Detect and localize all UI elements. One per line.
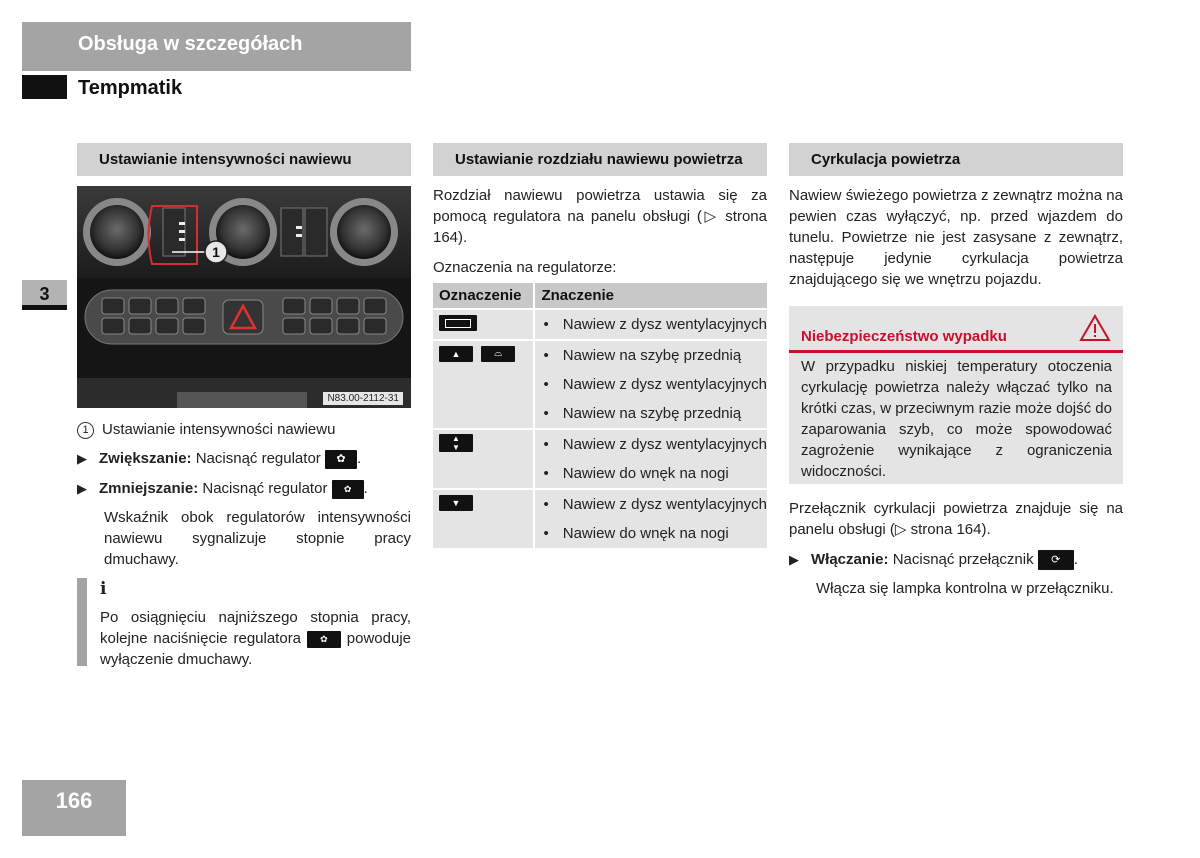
subsection-title: Tempmatik — [78, 77, 183, 99]
page-number: 166 — [55, 788, 93, 813]
col3-heading: Cyrkulacja powietrza — [789, 143, 1123, 176]
info-icon: i — [100, 579, 107, 599]
table-row — [433, 340, 767, 429]
control-panel-illustration — [77, 186, 411, 408]
arrow-up-icon: ▲ — [439, 346, 473, 362]
col3-intro: Nawiew świeżego powietrza z zewnątrz można na pewien czas wyłączyć, np. przed wjazdem do tunelu. Powietrze nie jest zasysane z zewnątrz, następuje jedynie cyrkulacja powietrza znajdującego się we wnętrzu pojazdu. — [789, 187, 1123, 288]
arrows-updown-icon: ▲ ▼ — [439, 434, 473, 452]
col2-intro: Rozdział nawiewu powietrza ustawia się za pomocą regulatora na panelu obsługi (▷ strona 164). — [433, 187, 767, 246]
enable-text: Nacisnąć przełącznik — [892, 551, 1034, 568]
enable-label: Włączanie: — [811, 551, 889, 568]
decrease-label: Zmniejszanie: — [99, 480, 199, 497]
warning-box — [789, 306, 1123, 484]
meaning-item: • Nawiew z dysz wentylacyjnych — [535, 430, 767, 459]
col2-heading: Ustawianie rozdziału nawiewu powietrza — [433, 143, 767, 176]
meaning-item: • Nawiew na szybę przednią — [535, 341, 767, 370]
section-title: Obsługa w szczegółach — [78, 33, 303, 55]
step-arrow-icon: ▶ — [77, 451, 87, 466]
table-row — [433, 489, 767, 548]
recirculation-icon: ⟳ — [1038, 550, 1074, 570]
meaning-item: • Nawiew z dysz wentylacyjnych — [535, 370, 767, 399]
meaning-item: • Nawiew do wnęk na nogi — [535, 519, 767, 548]
legend-text: Ustawianie intensywności nawiewu — [102, 421, 336, 438]
decrease-text: Nacisnąć regulator — [202, 480, 328, 497]
increase-label: Zwiększanie: — [99, 450, 192, 467]
meaning-item: • Nawiew z dysz wentylacyjnych — [535, 490, 767, 519]
info-note — [100, 607, 411, 670]
note-bar — [77, 578, 87, 666]
chapter-number: 3 — [39, 284, 50, 304]
increase-step: ▶ Zwiększanie: Nacisnąć regulator ✿ . — [77, 450, 362, 467]
enable-step: ▶ Włączanie: Nacisnąć przełącznik ⟳ . — [789, 549, 1123, 570]
note-text-b: powoduje wyłączenie dmuchawy. — [100, 630, 411, 668]
note-text-a: Po osiągnięciu najniższego stopnia pracy, kolejne naciśnięcie regulatora — [100, 609, 411, 647]
table-header-marking: Oznaczenie — [433, 283, 534, 309]
markings-label: Oznaczenia na regulatorze: — [433, 259, 617, 276]
legend-marker: 1 — [77, 422, 94, 439]
warning-triangle-icon — [1079, 314, 1111, 342]
lamp-text: Włącza się lampka kontrolna w przełączniku. — [816, 580, 1114, 597]
warning-text: W przypadku niskiej temperatury otoczenia cyrkulację powietrza należy włączać tylko na krótki czas, w przeciwnym razie może dojść do zaparowania szyb, co może spowodować zagrożenie wynikające z ograniczenia widoczności. — [801, 358, 1112, 480]
markings-table — [433, 283, 767, 548]
table-header-meaning: Znaczenie — [534, 283, 767, 309]
meaning-item: • Nawiew na szybę przednią — [535, 399, 767, 428]
step-arrow-icon: ▶ — [789, 552, 799, 567]
subsection-marker — [22, 75, 67, 99]
vent-icon — [439, 315, 477, 331]
callout-number: 1 — [212, 244, 220, 260]
table-row — [433, 309, 767, 340]
warning-divider — [789, 350, 1123, 353]
arrow-down-icon: ▼ — [439, 495, 473, 511]
warning-title: Niebezpieczeństwo wypadku — [801, 328, 1007, 345]
fan-high-icon: ✿ — [325, 450, 357, 469]
legend-line — [77, 419, 411, 440]
fan-low-icon: ✿ — [332, 480, 364, 499]
meaning-item: • Nawiew do wnęk na nogi — [535, 459, 767, 488]
fan-low-icon: ✿ — [307, 631, 341, 648]
indicator-text: Wskaźnik obok regulatorów intensywności nawiewu sygnalizuje stopnie pracy dmuchawy. — [104, 509, 411, 568]
switch-text: Przełącznik cyrkulacji powietrza znajduje się na panelu obsługi (▷ strona 164). — [789, 500, 1123, 538]
photo-code: N83.00-2112-31 — [323, 392, 403, 405]
step-arrow-icon: ▶ — [77, 481, 87, 496]
table-row — [433, 429, 767, 489]
windshield-icon: ⌓ — [481, 346, 515, 362]
decrease-step: ▶ Zmniejszanie: Nacisnąć regulator ✿ . — [77, 480, 368, 497]
increase-text: Nacisnąć regulator — [195, 450, 321, 467]
col1-heading: Ustawianie intensywności nawiewu — [77, 143, 411, 176]
meaning-item: • Nawiew z dysz wentylacyjnych — [535, 310, 767, 339]
control-panel-photo — [77, 186, 411, 408]
